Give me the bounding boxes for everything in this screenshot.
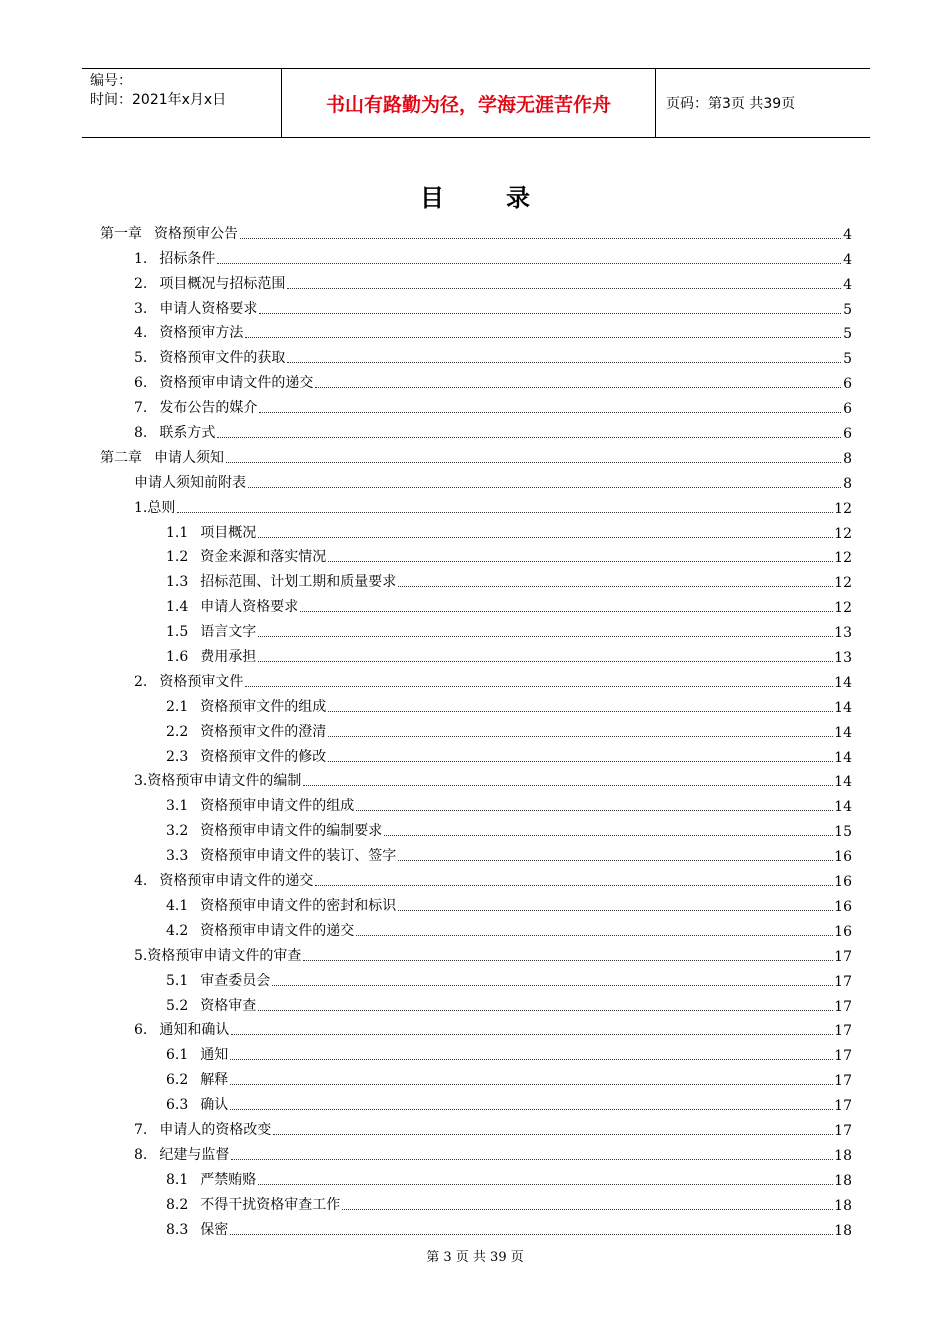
toc-entry-title: [134, 870, 314, 890]
toc-entry-page: 18: [834, 1222, 852, 1239]
toc-entry-text: 项目概况与招标范围: [159, 275, 286, 292]
toc-entry-number: 8.: [134, 1146, 148, 1163]
page-header: [82, 68, 870, 138]
toc-entry-title: [100, 223, 239, 243]
toc-entry-page: 14: [834, 799, 852, 816]
toc-entry-text: 资格预审文件的组成: [200, 698, 327, 715]
page-footer: 第 3 页 共 39 页: [426, 1250, 524, 1265]
toc-entry-text: 费用承担: [200, 649, 257, 666]
toc-entry-title: [166, 845, 397, 865]
toc-entry[interactable]: [100, 890, 852, 915]
toc-entry-title: [166, 895, 397, 915]
dot-leader: [230, 1233, 833, 1235]
toc-entry[interactable]: [100, 268, 852, 293]
toc-entry[interactable]: [100, 417, 852, 442]
toc-entry[interactable]: [100, 741, 852, 766]
toc-entry[interactable]: [100, 566, 852, 591]
dot-leader: [177, 511, 833, 513]
dot-leader: [303, 784, 833, 786]
toc-entry-number: 8.: [134, 425, 148, 442]
toc-entry[interactable]: [100, 1015, 852, 1040]
dot-leader: [231, 1158, 833, 1160]
dot-leader: [245, 685, 833, 687]
toc-entry-text: 3.资格预审申请文件的编制: [134, 773, 302, 790]
toc-entry-page: 16: [834, 898, 852, 915]
toc-entry-text: 招标范围、计划工期和质量要求: [200, 574, 397, 591]
toc-entry-text: 通知: [200, 1047, 229, 1064]
toc-entry[interactable]: [100, 716, 852, 741]
toc-entry-number: 2.1: [166, 698, 189, 715]
dot-leader: [328, 735, 833, 737]
toc-entry-page: 6: [843, 401, 852, 418]
toc-entry[interactable]: [100, 342, 852, 367]
toc-entry-number: 1.1: [166, 524, 189, 541]
toc-entry-text: 申请人须知: [154, 449, 224, 466]
toc-entry-page: 8: [843, 475, 852, 492]
dot-leader: [328, 710, 833, 712]
toc-entry-number: 第一章: [100, 225, 142, 242]
dot-leader: [248, 486, 841, 488]
toc-entry-text: 项目概况: [200, 524, 257, 541]
toc-entry-number: 7.: [134, 1121, 148, 1138]
dot-leader: [258, 660, 833, 662]
toc-entry-page: 18: [834, 1147, 852, 1164]
toc-entry-page: 12: [834, 500, 852, 517]
toc-entry-text: 资格预审申请文件的编制要求: [200, 823, 383, 840]
dot-leader: [231, 1033, 833, 1035]
toc-entry-number: 2.: [134, 275, 148, 292]
toc-entry-page: 16: [834, 874, 852, 891]
toc-entry-text: 资格预审申请文件的递交: [200, 922, 355, 939]
toc-entry-page: 14: [834, 674, 852, 691]
toc-entry-title: [134, 397, 258, 417]
toc-entry-text: 资格预审文件: [159, 673, 244, 690]
toc-entry[interactable]: [100, 492, 852, 517]
dot-leader: [245, 336, 841, 338]
toc-entry[interactable]: [100, 965, 852, 990]
toc-entry-text: 资格预审文件的澄清: [200, 723, 327, 740]
dot-leader: [259, 411, 841, 413]
toc-entry-number: 6.3: [166, 1097, 189, 1114]
toc-entry-title: [134, 1019, 230, 1039]
toc-entry-page: 12: [834, 600, 852, 617]
toc-entry[interactable]: [100, 243, 852, 268]
toc-entry-title: [134, 1144, 230, 1164]
toc-entry-number: 1.: [134, 250, 148, 267]
toc-entry[interactable]: [100, 1164, 852, 1189]
toc-entry-title: [134, 472, 247, 492]
number-label: 编号：: [90, 73, 132, 89]
toc-entry-number: 1.2: [166, 549, 189, 566]
dot-leader: [356, 934, 833, 936]
toc-entry-title: [166, 1069, 229, 1089]
toc-entry-text: 资格预审文件的获取: [159, 350, 286, 367]
toc-entry-text: 纪建与监督: [159, 1146, 230, 1163]
dot-leader: [287, 361, 841, 363]
toc-entry-page: 12: [834, 525, 852, 542]
toc-entry[interactable]: [100, 218, 852, 243]
toc-entry-title: [166, 571, 397, 591]
toc-entry-text: 审查委员会: [200, 972, 271, 989]
toc-entry-text: 语言文字: [200, 624, 257, 641]
dot-leader: [300, 610, 833, 612]
dot-leader: [258, 536, 833, 538]
toc-entry-page: 12: [834, 550, 852, 567]
toc-entry-page: 4: [843, 226, 852, 243]
toc-entry[interactable]: [100, 467, 852, 492]
toc-entry-title: [166, 1094, 229, 1114]
toc-entry-title: [166, 546, 327, 566]
toc-entry-title: [134, 298, 258, 318]
toc-entry-number: 8.2: [166, 1196, 189, 1213]
dot-leader: [342, 1208, 833, 1210]
toc-entry-page: 14: [834, 749, 852, 766]
toc-entry-title: [134, 248, 216, 268]
dot-leader: [273, 1133, 833, 1135]
toc-entry[interactable]: [100, 1114, 852, 1139]
toc-entry-text: 资格预审公告: [154, 225, 238, 242]
dot-leader: [230, 1108, 833, 1110]
toc-entry-text: 联系方式: [159, 425, 216, 442]
toc-entry-text: 不得干扰资格审查工作: [200, 1196, 341, 1213]
toc-entry-text: 申请人的资格改变: [159, 1121, 272, 1138]
toc-entry-title: [166, 646, 257, 666]
toc-entry-page: 17: [834, 973, 852, 990]
toc-entry-number: 5.1: [166, 972, 189, 989]
toc-entry[interactable]: [100, 318, 852, 343]
toc-entry-page: 17: [834, 998, 852, 1015]
toc-entry-page: 8: [843, 450, 852, 467]
toc-entry-text: 资格预审申请文件的组成: [200, 798, 355, 815]
toc-entry[interactable]: [100, 940, 852, 965]
toc-entry[interactable]: [100, 666, 852, 691]
toc-entry-number: 6.: [134, 375, 148, 392]
toc-entry-title: [166, 795, 355, 815]
toc-entry-text: 资格预审申请文件的装订、签字: [200, 848, 397, 865]
toc-entry-text: 1.总则: [134, 499, 176, 516]
dot-leader: [217, 436, 841, 438]
dot-leader: [398, 859, 833, 861]
toc-entry-page: 17: [834, 1048, 852, 1065]
toc-entry[interactable]: [100, 915, 852, 940]
toc-entry-page: 4: [843, 276, 852, 293]
toc-entry-page: 17: [834, 1023, 852, 1040]
toc-entry-text: 申请人须知前附表: [134, 474, 246, 491]
toc-entry-text: 资格预审申请文件的密封和标识: [200, 897, 397, 914]
toc-entry-number: 2.2: [166, 723, 189, 740]
toc-entry-title: [166, 1219, 229, 1239]
toc-entry-text: 资格预审申请文件的递交: [159, 375, 314, 392]
toc-entry[interactable]: [100, 392, 852, 417]
dot-leader: [230, 1083, 833, 1085]
toc-entry-page: 16: [834, 849, 852, 866]
toc-entry[interactable]: [100, 815, 852, 840]
toc-entry-page: 13: [834, 625, 852, 642]
dot-leader: [356, 809, 833, 811]
dot-leader: [259, 312, 841, 314]
dot-leader: [384, 834, 833, 836]
toc-entry-text: 资金来源和落实情况: [200, 549, 327, 566]
header-motto: 书山有路勤为径，学海无涯苦作舟: [282, 69, 656, 137]
toc-entry-page: 14: [834, 699, 852, 716]
toc-entry-number: 4.1: [166, 897, 189, 914]
toc-entry-page: 14: [834, 724, 852, 741]
toc-entry-number: 6.1: [166, 1047, 189, 1064]
toc-entry-number: 1.5: [166, 624, 189, 641]
toc-entry[interactable]: [100, 1214, 852, 1239]
toc-entry-title: [166, 970, 271, 990]
toc-entry-title: [134, 770, 302, 790]
toc-entry-page: 12: [834, 575, 852, 592]
toc-entry-page: 14: [834, 774, 852, 791]
toc-entry[interactable]: [100, 790, 852, 815]
table-of-contents: [100, 218, 852, 1239]
page-title: 目录: [420, 183, 592, 212]
dot-leader: [398, 585, 833, 587]
toc-entry-page: 5: [843, 301, 852, 318]
toc-entry-number: 2.3: [166, 748, 189, 765]
toc-entry-title: [166, 696, 327, 716]
toc-entry-text: 资格预审文件的修改: [200, 748, 327, 765]
toc-entry[interactable]: [100, 990, 852, 1015]
toc-entry-title: [134, 671, 244, 691]
toc-entry[interactable]: [100, 1064, 852, 1089]
toc-entry[interactable]: [100, 542, 852, 567]
toc-entry[interactable]: [100, 691, 852, 716]
toc-entry-title: [166, 621, 257, 641]
toc-entry-title: [134, 347, 286, 367]
toc-entry[interactable]: [100, 1089, 852, 1114]
toc-entry-page: 17: [834, 948, 852, 965]
toc-entry-text: 确认: [200, 1097, 229, 1114]
toc-entry-title: [134, 945, 302, 965]
dot-leader: [328, 560, 833, 562]
toc-entry-page: 4: [843, 251, 852, 268]
toc-entry[interactable]: [100, 442, 852, 467]
toc-entry-title: [134, 497, 176, 517]
toc-entry-title: [166, 1194, 341, 1214]
dot-leader: [315, 884, 833, 886]
toc-entry-number: 5.2: [166, 997, 189, 1014]
toc-entry[interactable]: [100, 367, 852, 392]
dot-leader: [315, 386, 841, 388]
toc-entry-title: [166, 820, 383, 840]
toc-entry-title: [166, 995, 257, 1015]
toc-entry-page: 17: [834, 1098, 852, 1115]
toc-entry-title: [166, 1044, 229, 1064]
dot-leader: [226, 461, 841, 463]
toc-entry-title: [166, 746, 327, 766]
dot-leader: [328, 760, 833, 762]
toc-entry-page: 17: [834, 1073, 852, 1090]
toc-entry-number: 2.: [134, 673, 148, 690]
dot-leader: [272, 984, 833, 986]
toc-entry[interactable]: [100, 840, 852, 865]
toc-entry[interactable]: [100, 641, 852, 666]
toc-entry[interactable]: [100, 517, 852, 542]
time-label: 时间：2021年x月x日: [90, 92, 227, 108]
toc-entry-text: 保密: [200, 1221, 229, 1238]
header-meta: [82, 69, 282, 137]
toc-entry-page: 13: [834, 650, 852, 667]
toc-entry-text: 通知和确认: [159, 1022, 230, 1039]
toc-entry-page: 18: [834, 1172, 852, 1189]
dot-leader: [303, 959, 833, 961]
toc-entry-number: 3.1: [166, 798, 189, 815]
toc-entry-page: 6: [843, 376, 852, 393]
toc-entry-number: 6.: [134, 1022, 148, 1039]
toc-entry[interactable]: [100, 616, 852, 641]
toc-entry-number: 1.6: [166, 649, 189, 666]
toc-entry-title: [166, 596, 299, 616]
dot-leader: [398, 909, 833, 911]
toc-entry[interactable]: [100, 865, 852, 890]
toc-entry-number: 1.3: [166, 574, 189, 591]
toc-entry-page: 16: [834, 923, 852, 940]
dot-leader: [258, 1183, 833, 1185]
toc-entry-number: 8.1: [166, 1171, 189, 1188]
toc-entry-text: 5.资格预审申请文件的审查: [134, 947, 302, 964]
toc-entry-text: 解释: [200, 1072, 229, 1089]
toc-entry-page: 18: [834, 1197, 852, 1214]
toc-entry-number: 3.: [134, 300, 148, 317]
toc-entry-title: [166, 1169, 257, 1189]
toc-entry[interactable]: [100, 1189, 852, 1214]
toc-entry-page: 5: [843, 326, 852, 343]
toc-entry-number: 8.3: [166, 1221, 189, 1238]
toc-entry-text: 资格预审申请文件的递交: [159, 873, 314, 890]
toc-entry-text: 严禁贿赂: [200, 1171, 257, 1188]
toc-entry[interactable]: [100, 1039, 852, 1064]
toc-entry-text: 资格审查: [200, 997, 257, 1014]
dot-leader: [258, 635, 833, 637]
toc-entry-number: 4.: [134, 325, 148, 342]
toc-entry-text: 申请人资格要求: [200, 599, 299, 616]
toc-entry-page: 15: [834, 824, 852, 841]
toc-entry-number: 6.2: [166, 1072, 189, 1089]
toc-entry-title: [134, 372, 314, 392]
toc-entry-title: [166, 721, 327, 741]
toc-entry-title: [134, 1119, 272, 1139]
dot-leader: [240, 237, 841, 239]
dot-leader: [258, 1009, 833, 1011]
dot-leader: [230, 1058, 833, 1060]
toc-entry-number: 7.: [134, 400, 148, 417]
toc-entry-number: 第二章: [100, 449, 142, 466]
toc-entry-title: [134, 273, 286, 293]
toc-entry-number: 3.3: [166, 848, 189, 865]
toc-entry-number: 4.: [134, 873, 148, 890]
toc-entry-page: 17: [834, 1122, 852, 1139]
toc-entry-page: 6: [843, 426, 852, 443]
dot-leader: [217, 262, 841, 264]
header-page-info: 页码：第3页 共39页: [666, 96, 796, 112]
toc-entry-number: 5.: [134, 350, 148, 367]
toc-entry[interactable]: [100, 766, 852, 791]
toc-entry-page: 5: [843, 351, 852, 368]
toc-entry-number: 4.2: [166, 922, 189, 939]
toc-entry-text: 招标条件: [159, 250, 216, 267]
toc-entry-number: 3.2: [166, 823, 189, 840]
toc-entry-title: [134, 422, 216, 442]
toc-entry[interactable]: [100, 591, 852, 616]
dot-leader: [287, 287, 841, 289]
toc-entry-text: 资格预审方法: [159, 325, 244, 342]
toc-entry-text: 发布公告的媒介: [159, 400, 258, 417]
toc-entry-title: [134, 322, 244, 342]
toc-entry-title: [166, 920, 355, 940]
toc-entry-text: 申请人资格要求: [159, 300, 258, 317]
toc-entry-number: 1.4: [166, 599, 189, 616]
toc-entry-title: [166, 522, 257, 542]
toc-entry[interactable]: [100, 1139, 852, 1164]
toc-entry-title: [100, 447, 225, 467]
toc-entry[interactable]: [100, 293, 852, 318]
